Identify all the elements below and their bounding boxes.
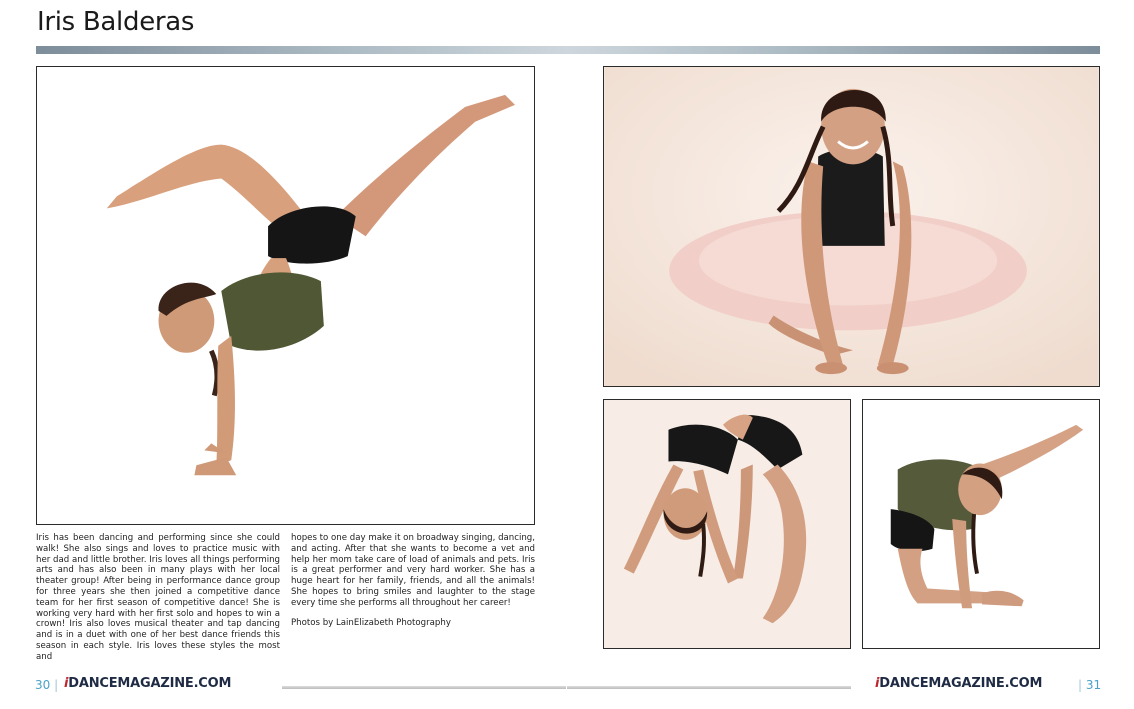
article-text-2: hopes to one day make it on broadway singing, dancing, and acting. After that she wants to become a vet and help her mom take care of load of animals and pets. Iris is a great performer and very hard worker. She has a huge heart for her family, friends, and all the animals! She hopes to bring smiles and laughter to the stage every time she performs all throughout her career! — [291, 533, 535, 608]
brand-logo-left-text: DANCEMAGAZINE.COM — [68, 676, 232, 691]
footer-rule-left — [282, 686, 566, 689]
page-title: Iris Balderas — [37, 7, 195, 37]
brand-logo-left[interactable] — [64, 676, 231, 691]
page-number-right-value: 31 — [1085, 678, 1102, 692]
brand-logo-right-text: DANCEMAGAZINE.COM — [879, 676, 1043, 691]
photo-kneeling — [862, 399, 1100, 649]
article-column-2 — [291, 533, 535, 628]
brand-logo-right-i: i — [875, 676, 880, 691]
photo-tutu — [603, 66, 1100, 387]
article-text-1: Iris has been dancing and performing since she could walk! She also sings and loves to practice music with her dad and little brother. Iris loves all things performing arts and has also been in many plays with her local theater group! After being in performance dance group for three years she then joined a competitive dance team for her first season of competitive dance! She is working very hard with her first solo and hopes to win a crown! Iris also loves musical theater and tap dancing and is in a duet with one of her best dance friends this season in each style. Iris loves these styles the most and — [36, 533, 280, 662]
page-number-right-divider: | — [1078, 678, 1086, 692]
brand-logo-right[interactable] — [875, 676, 1042, 691]
page-number-right — [1078, 678, 1101, 692]
brand-logo-left-i: i — [64, 676, 69, 691]
page-number-left-divider: | — [50, 678, 59, 692]
photo-bridge — [603, 399, 851, 649]
footer-rule-right — [567, 686, 851, 689]
title-divider — [36, 46, 1100, 54]
page-number-left — [35, 678, 58, 692]
article-column-1 — [36, 533, 280, 663]
page-number-left-value: 30 — [35, 678, 51, 692]
photo-credit: Photos by LainElizabeth Photography — [291, 617, 451, 628]
photo-handstand — [36, 66, 535, 525]
